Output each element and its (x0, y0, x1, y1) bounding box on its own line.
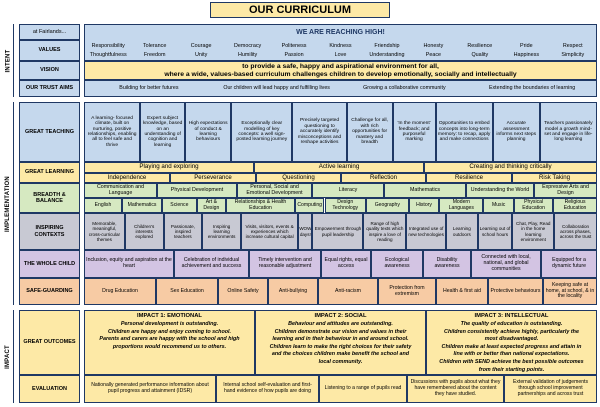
whole-child-principle: Equipped for a dynamic future (541, 250, 597, 278)
inspiring-context: WOW days! (298, 213, 312, 250)
value-word: Happiness (513, 52, 540, 58)
eyfs-area: Communication and Language (84, 183, 157, 198)
label-great-learning: GREAT LEARNING (19, 162, 80, 183)
impact-line: Children with SEND achieve the best possible outcomes (439, 359, 584, 365)
value-word: Kindness (329, 43, 352, 49)
impact-line: Children learn to make the right choices for their safety (269, 343, 412, 350)
safeguarding-topic: Anti-racism (318, 278, 378, 305)
value-word: Honesty (423, 43, 444, 49)
whole-child-principle: Timely intervention and reasonable adjustment (249, 250, 321, 278)
inspiring-context: Memorable, meaningful, cross-curricular themes (84, 213, 125, 250)
evaluation-method: Discussions with pupils about what they have remembered about the content they have studied. (407, 375, 504, 403)
divider (13, 102, 14, 305)
impact-column (426, 310, 597, 375)
evaluation-method: External validation of judgements through school improvement partnerships and across trust (504, 375, 597, 403)
whole-child-principle: Disability awareness (423, 250, 471, 278)
label-great-teaching: GREAT TEACHING (19, 102, 80, 162)
impact-line: Children are happy and enjoy coming to school. (107, 328, 232, 335)
value-word: Unity (194, 52, 208, 58)
impact-title: IMPACT 2: SOCIAL (314, 313, 367, 319)
subject: Music (483, 198, 514, 213)
learning-trait: Questioning (256, 173, 341, 183)
learning-characteristic: Creating and thinking critically (424, 162, 597, 173)
value-word: Simplicity (561, 52, 585, 58)
inspiring-context: Learning outdoors (446, 213, 478, 250)
safeguarding-topic: Drug Education (84, 278, 156, 305)
vision-line-1: to provide a safe, happy and aspirational environment for all, (242, 63, 439, 70)
subject: Design Technology (325, 198, 366, 213)
safeguarding-topic: Health & first aid (436, 278, 488, 305)
inspiring-context: Learning out of school hours (478, 213, 513, 250)
evaluation-method: Internal school self-evaluation and first-hand evidence of how pupils are doing (216, 375, 319, 403)
divider (13, 310, 14, 403)
inspiring-context: Range of high quality texts which inspire a love of reading (363, 213, 406, 250)
value-word: Freedom (143, 52, 166, 58)
evaluation-row (84, 375, 597, 403)
values-panel (84, 24, 597, 61)
inspiring-context: Chat, Play, Read in the home learning environment (512, 213, 554, 250)
vision-line-2: where a wide, values-based curriculum challenges children to develop emotionally, socially and intellectually (164, 71, 517, 78)
subject: Relationships & Health Education (226, 198, 295, 213)
subject: Art & Design (197, 198, 227, 213)
whole-child-principle: Equal rights, equal access (321, 250, 371, 278)
eyfs-area: Physical Development (157, 183, 237, 198)
value-word: Pride (520, 43, 533, 49)
eyfs-area: Understanding the World (466, 183, 534, 198)
label-inspiring-contexts: INSPIRING CONTEXTS (19, 213, 80, 250)
teaching-principle: Accurate assessment informs next steps planning (493, 102, 540, 162)
impact-line: line with or better than national expectations. (453, 351, 570, 358)
great-learning-row (84, 162, 597, 173)
teaching-principle: A learning- focused climate, built on nurturing, positive relationships, enabling all to feel safe and thrive (84, 102, 140, 162)
impact-line: and the choices children make benefit the school and (271, 351, 410, 358)
value-word: Thoughtfulness (89, 52, 127, 58)
page-title: OUR CURRICULUM (210, 2, 390, 18)
subject: History (409, 198, 440, 213)
value-word: Humility (238, 52, 258, 58)
learning-trait: Risk Taking (512, 173, 597, 183)
eyfs-area: Mathematics (384, 183, 466, 198)
value-word: Passion (284, 52, 304, 58)
value-word: Tolerance (142, 43, 167, 49)
teaching-principle: 'In the moment' feedback; and purposeful marking (393, 102, 436, 162)
value-word: Respect (562, 43, 583, 49)
teaching-principle: Precisely targeted questioning to accurately identify misconceptions and reshape activities (292, 102, 346, 162)
value-word: Resilience (467, 43, 493, 49)
values-row (85, 51, 596, 59)
inspiring-context: Collaboration across phases, across the trust (554, 213, 597, 250)
eyfs-area: Expressive Arts and Design (534, 183, 597, 198)
impact-line: proportions would recommend us to others. (112, 343, 227, 350)
safeguarding-topic: Protection from extremism (378, 278, 436, 305)
trust-aim: Extending the boundaries of learning (468, 81, 596, 96)
evaluation-method: Listening to a range of pupils read (319, 375, 407, 403)
value-word: Peace (425, 52, 442, 58)
value-word: Understanding (369, 52, 405, 58)
eyfs-area: Personal, Social and Emotional Development (237, 183, 312, 198)
impact-line: from their starting points. (478, 366, 545, 373)
safeguarding-topic: Online Safety (218, 278, 268, 305)
trust-aims-panel (84, 80, 597, 97)
breadth-subjects-row (84, 198, 597, 213)
inspiring-context: Empowerment through pupil leadership (312, 213, 363, 250)
great-teaching-row (84, 102, 597, 162)
inspiring-context: Inspiring learning environments (202, 213, 241, 250)
inspiring-context: Integrated use of new technologies (406, 213, 446, 250)
label-evaluation: EVALUATION (19, 375, 80, 403)
impact-title: IMPACT 1: EMOTIONAL (137, 313, 202, 319)
learning-trait: Resilience (426, 173, 512, 183)
impact-row (84, 310, 597, 375)
impact-line: learning and in their behaviour in and around school. (272, 336, 409, 343)
label-breadth-balance: BREADTH & BALANCE (19, 183, 80, 213)
learning-trait: Reflection (341, 173, 426, 183)
divider (13, 24, 14, 97)
safeguarding-row (84, 278, 597, 305)
subject: English (84, 198, 122, 213)
value-word: Quality (471, 52, 489, 58)
teaching-principle: Exceptionally clear modelling of key concepts: a well sign-posted learning journey (231, 102, 292, 162)
subject: Mathematics (122, 198, 162, 213)
value-word: Democracy (233, 43, 262, 49)
teaching-principle: High expectations of conduct & learning behaviours (185, 102, 231, 162)
whole-child-row (84, 250, 597, 278)
inspiring-contexts-row (84, 213, 597, 250)
value-word: Friendship (374, 43, 400, 49)
section-implementation: IMPLEMENTATION (5, 175, 12, 232)
value-word: Responsibility (91, 43, 125, 49)
whole-child-principle: Connected with local, national, and global communities (471, 250, 541, 278)
subject: Religious Education (553, 198, 597, 213)
impact-title: IMPACT 3: INTELLECTUAL (474, 313, 549, 319)
learning-trait: Independence (84, 173, 170, 183)
impact-line: most disadvantaged. (484, 336, 539, 343)
safeguarding-topic: Protective behaviours (488, 278, 543, 305)
inspiring-context: Passionate, inspired teachers (164, 213, 203, 250)
breadth-eyfs-row (84, 183, 597, 198)
learning-characteristic: Playing and exploring (84, 162, 254, 173)
subject: Physical Education (514, 198, 553, 213)
value-word: Love (334, 52, 347, 58)
subject: Geography (366, 198, 409, 213)
subject: Computing (295, 198, 325, 213)
whole-child-principle: Ecological awareness (371, 250, 423, 278)
values-heading: WE ARE REACHING HIGH! (296, 29, 385, 36)
trust-aim: Building for better futures (85, 81, 213, 96)
impact-line: Personal development is outstanding. (120, 321, 219, 327)
inspiring-context: Children's interests explored (125, 213, 164, 250)
label-at-fairlands: at Fairlands... (19, 24, 80, 40)
impact-line: local community. (318, 359, 363, 365)
inspiring-context: Visits, visitors, events & experiences which increase cultural capital (241, 213, 298, 250)
whole-child-principle: Inclusion, equity and aspiration at the heart (84, 250, 174, 278)
impact-line: Children make at least expected progress and attain in (441, 343, 582, 350)
impact-line: Behaviour and attitudes are outstanding. (288, 321, 393, 327)
impact-line: Parents and carers are happy with the school and high (99, 336, 240, 343)
label-whole-child: THE WHOLE CHILD (19, 250, 80, 278)
impact-column (255, 310, 426, 375)
learning-traits-row (84, 173, 597, 183)
teaching-principle: Teachers passionately model a growth mind-set and engage in life-long learning (540, 102, 597, 162)
safeguarding-topic: Sex Education (156, 278, 218, 305)
impact-line: Children consistently achieve highly, particularly the (444, 328, 579, 335)
whole-child-principle: Celebration of individual achievement and success (174, 250, 249, 278)
learning-trait: Perseverance (170, 173, 256, 183)
eyfs-area: Literacy (312, 183, 384, 198)
subject: Science (162, 198, 196, 213)
subject: Modern Languages (439, 198, 483, 213)
trust-aim: Our children will lead happy and fulfilling lives (213, 81, 341, 96)
teaching-principle: Expert subject knowledge, based on an understanding of cognition and learning (140, 102, 185, 162)
safeguarding-topic: Keeping safe at home, at school, & in the locality (543, 278, 597, 305)
label-great-outcomes: GREAT OUTCOMES (19, 310, 80, 375)
evaluation-method: Nationally generated performance information about pupil progress and attainment (IDSR) (84, 375, 216, 403)
label-trust-aims: OUR TRUST AIMS (19, 80, 80, 97)
value-word: Courage (190, 43, 212, 49)
label-values: VALUES (19, 40, 80, 61)
safeguarding-topic: Anti-bullying (268, 278, 318, 305)
trust-aim: Growing a collaborative community (341, 81, 469, 96)
section-impact: IMPACT (5, 344, 12, 369)
impact-column (84, 310, 255, 375)
impact-line: The quality of education is outstanding. (460, 321, 563, 327)
learning-characteristic: Active learning (254, 162, 424, 173)
label-safeguarding: SAFE-GUARDING (19, 278, 80, 305)
values-row (85, 42, 596, 50)
vision-panel (84, 61, 597, 80)
value-word: Politeness (281, 43, 307, 49)
label-vision: VISION (19, 61, 80, 80)
teaching-principle: Challenge for all, with rich opportunities for mastery and breadth (347, 102, 393, 162)
teaching-principle: Opportunities to embed concepts into long-term memory: to recap, apply and make connections (436, 102, 493, 162)
section-intent: INTENT (5, 49, 11, 72)
impact-line: Children demonstrate our vision and values in their (274, 328, 407, 335)
